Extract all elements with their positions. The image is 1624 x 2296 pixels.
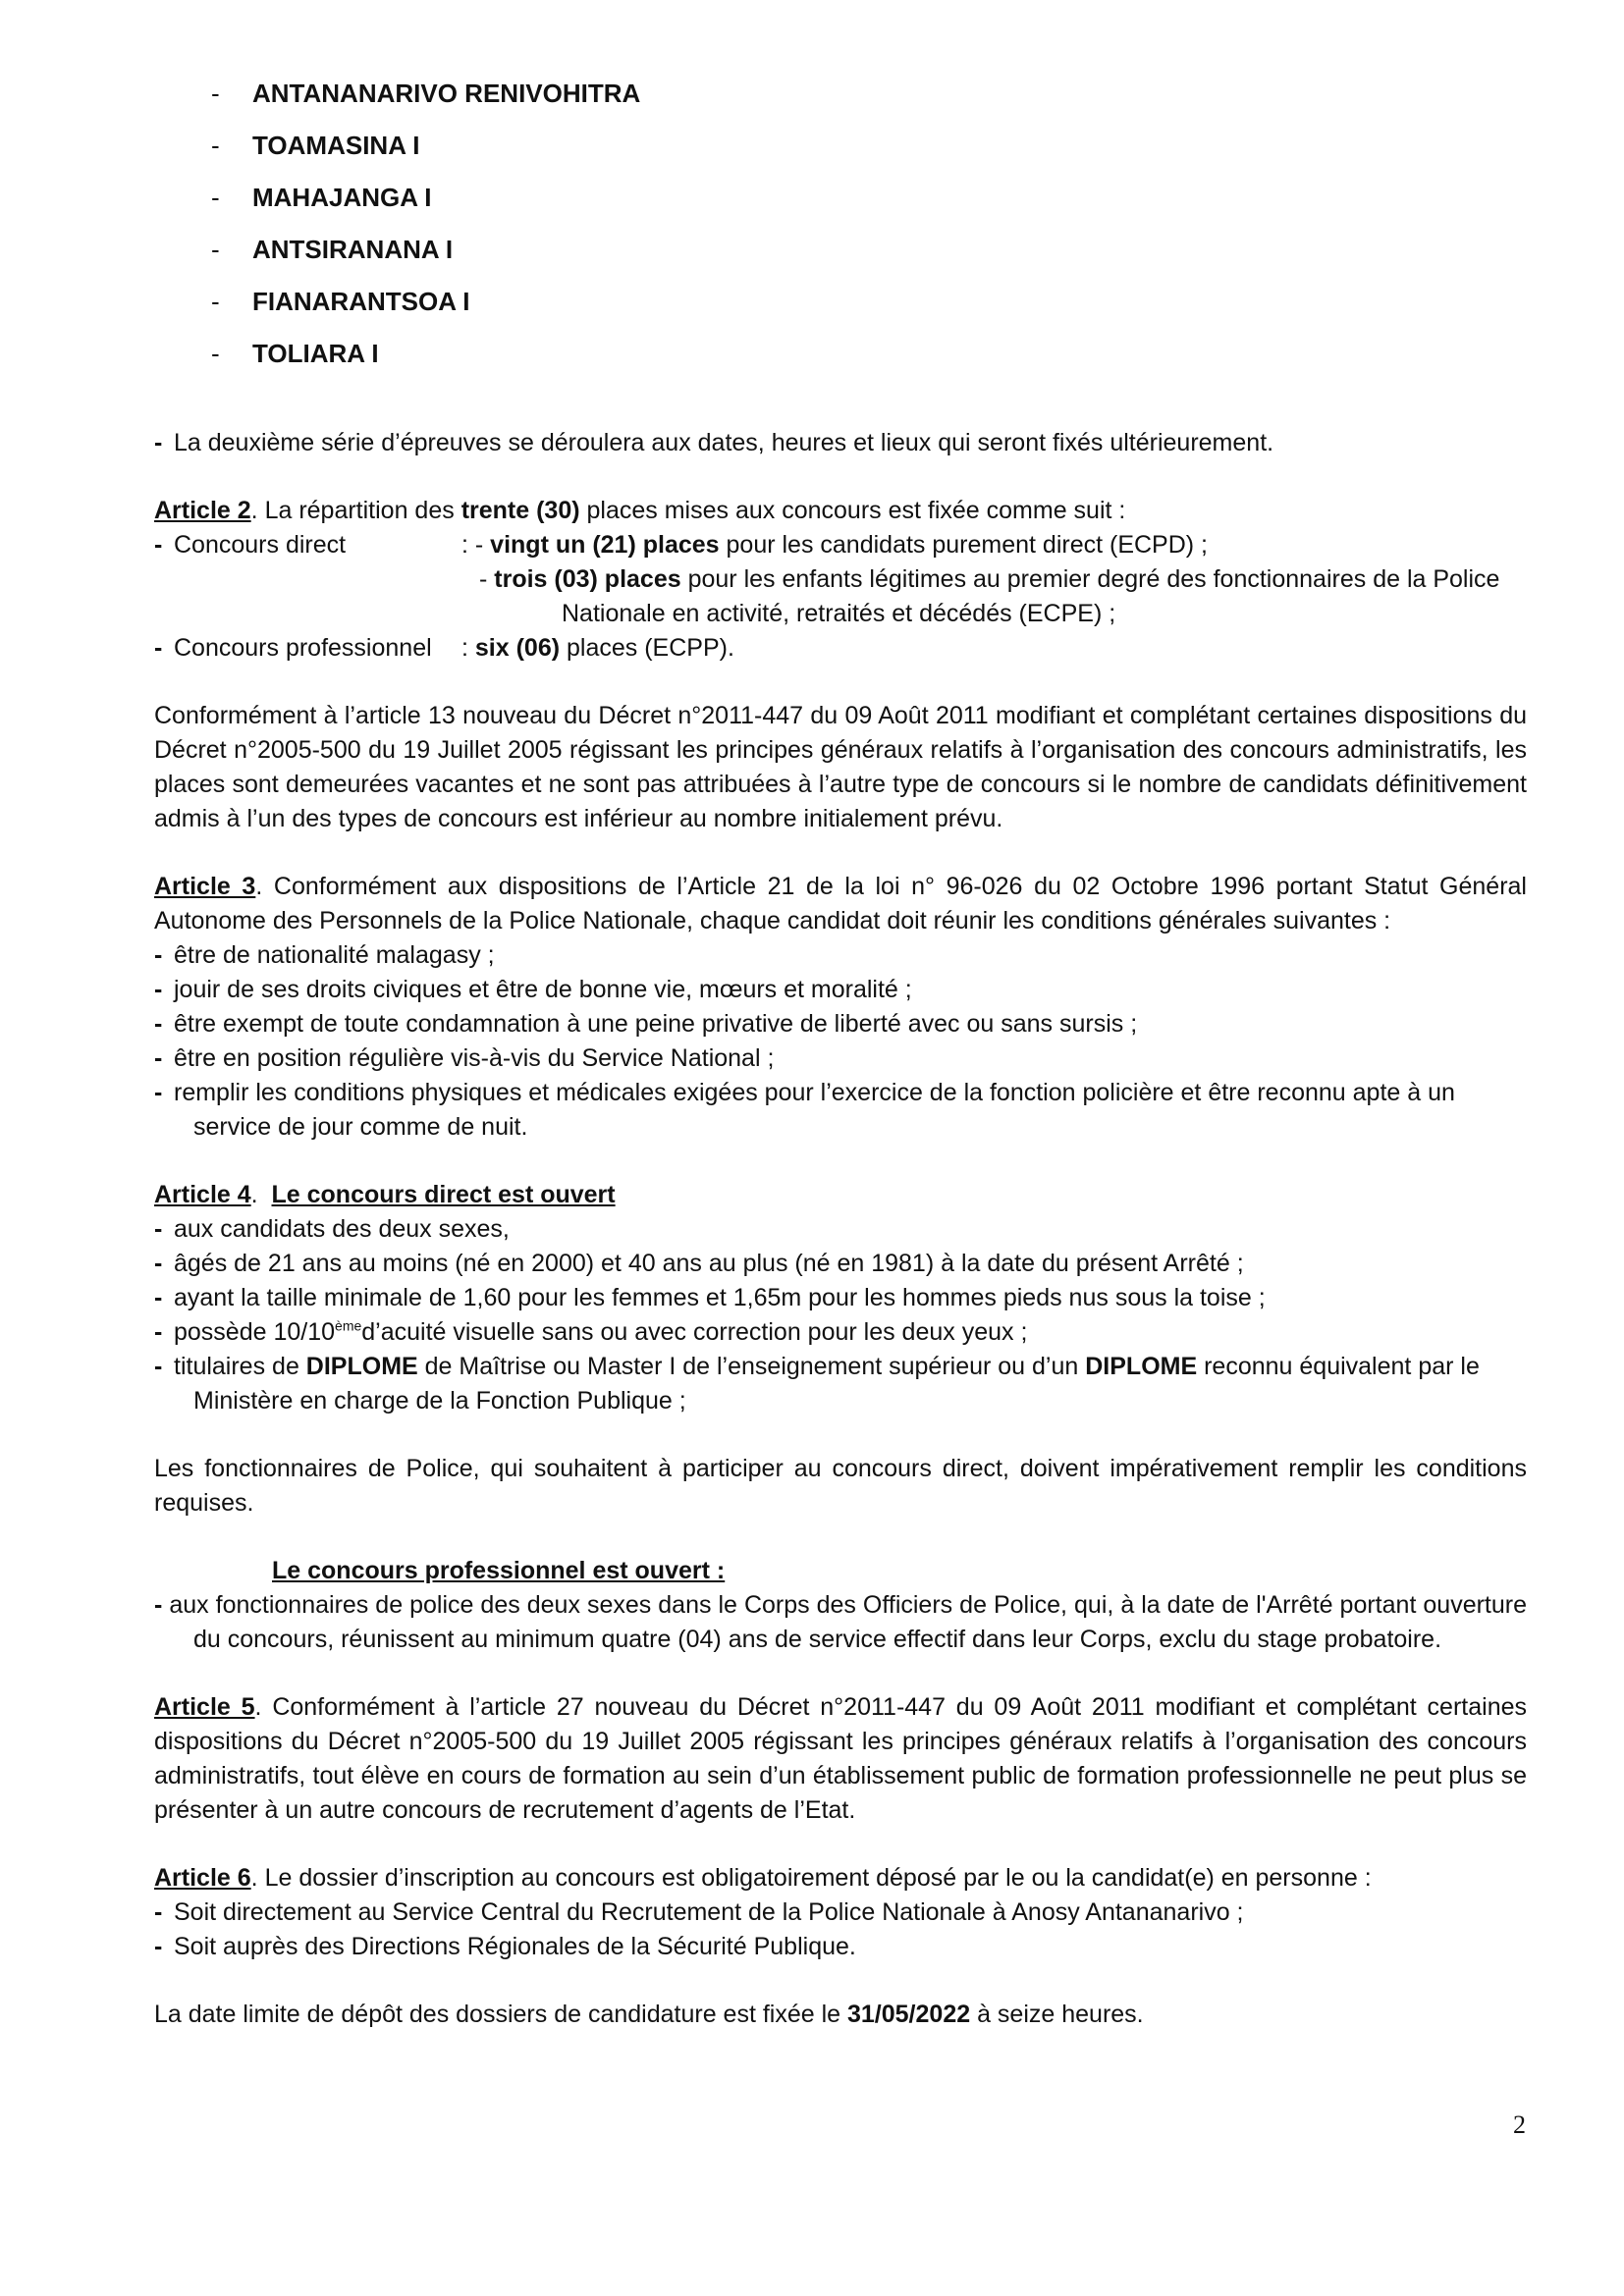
list-item: - être exempt de toute condamnation à une peine privative de liberté avec ou sans sursis ;: [154, 1010, 1138, 1038]
list-item-cont: Ministère en charge de la Fonction Publique ;: [193, 1387, 686, 1415]
article-4-title: Le concours direct est ouvert: [271, 1181, 616, 1208]
list-item: - jouir de ses droits civiques et être de bonne vie, mœurs et moralité ;: [154, 976, 912, 1003]
city-item: - TOAMASINA I: [211, 131, 420, 160]
article-5-heading: Article 5: [154, 1693, 255, 1721]
list-item: - titulaires de DIPLOME de Maîtrise ou Master I de l’enseignement supérieur ou d’un DIPLOME reconnu équivalent par le: [154, 1353, 1480, 1380]
deadline-note: La date limite de dépôt des dossiers de candidature est fixée le 31/05/2022 à seize heures.: [154, 2001, 1144, 2028]
city-item: - ANTANANARIVO RENIVOHITRA: [211, 79, 641, 108]
city-item: - TOLIARA I: [211, 339, 379, 368]
document-page: [154, 77, 1527, 2032]
list-item: - remplir les conditions physiques et médicales exigées pour l’exercice de la fonction policière et être reconnu apte à un: [154, 1079, 1455, 1106]
police-note: Les fonctionnaires de Police, qui souhaitent à participer au concours direct, doivent impérativement remplir les conditions requises.: [154, 1455, 1527, 1517]
second-series-note: - La deuxième série d’épreuves se déroulera aux dates, heures et lieux qui seront fixés ultérieurement.: [154, 429, 1274, 456]
list-item-cont: service de jour comme de nuit.: [193, 1113, 528, 1141]
city-list: [154, 77, 1527, 389]
list-item: - Soit directement au Service Central du Recrutement de la Police Nationale à Anosy Antananarivo ;: [154, 1898, 1244, 1926]
list-item: - ayant la taille minimale de 1,60 pour les femmes et 1,65m pour les hommes pieds nus sous la toise ;: [154, 1284, 1266, 1311]
article-4-intro: Article 4. Le concours direct est ouvert: [154, 1181, 616, 1208]
list-item: - Soit auprès des Directions Régionales de la Sécurité Publique.: [154, 1933, 856, 1960]
article-3-intro: Article 3. Conformément aux dispositions de l’Article 21 de la loi n° 96-026 du 02 Octobre 1996 portant Statut Général Autonome des Personnels de la Police Nationale, chaque candidat doit réunir les conditions générales suivantes :: [154, 873, 1527, 934]
direct-allocation-row: - Concours direct : - vingt un (21) places pour les candidats purement direct (ECPD) ;: [154, 531, 1208, 559]
list-item: - être de nationalité malagasy ;: [154, 941, 495, 969]
ecpe-allocation-cont: Nationale en activité, retraités et décédés (ECPE) ;: [562, 600, 1116, 627]
pro-concours-title: Le concours professionnel est ouvert :: [272, 1557, 726, 1584]
list-item: - aux candidats des deux sexes,: [154, 1215, 510, 1243]
article-3-heading: Article 3: [154, 873, 256, 900]
article-2-conformity: Conformément à l’article 13 nouveau du Décret n°2011-447 du 09 Août 2011 modifiant et complétant certaines dispositions du Décret n°2005-500 du 19 Juillet 2005 régissant les principes généraux relatifs à l’organisation des concours administratifs, les places sont demeurées vacantes et ne sont pas attribuées à l’autre type de concours si le nombre de candidats définitivement admis à l’un des types de concours est inférieur au nombre initialement prévu.: [154, 702, 1527, 832]
city-item: - FIANARANTSOA I: [211, 287, 470, 316]
article-4-heading: Article 4: [154, 1181, 251, 1208]
list-item: - aux fonctionnaires de police des deux sexes dans le Corps des Officiers de Police, qui, à la date de l'Arrêté portant ouverture du concours, réunissent au minimum quatre (04) ans de service effectif dans leur Corps, exclu du stage probatoire.: [154, 1591, 1528, 1653]
city-item: - ANTSIRANANA I: [211, 235, 454, 264]
ecpe-allocation: - trois (03) places pour les enfants légitimes au premier degré des fonctionnaires de la Police: [479, 565, 1500, 593]
article-2-intro: Article 2. La répartition des trente (30) places mises aux concours est fixée comme suit :: [154, 497, 1126, 524]
pro-allocation-row: - Concours professionnel : six (06) places (ECPP).: [154, 634, 734, 662]
article-6-heading: Article 6: [154, 1864, 251, 1892]
page-number: 2: [1513, 2110, 1526, 2139]
city-item: - MAHAJANGA I: [211, 183, 432, 212]
article-2-heading: Article 2: [154, 497, 251, 524]
list-item: - possède 10/10èmed’acuité visuelle sans ou avec correction pour les deux yeux ;: [154, 1317, 1028, 1346]
list-item: - âgés de 21 ans au moins (né en 2000) et 40 ans au plus (né en 1981) à la date du présent Arrêté ;: [154, 1250, 1244, 1277]
list-item: - être en position régulière vis-à-vis du Service National ;: [154, 1044, 775, 1072]
article-5-text: Article 5. Conformément à l’article 27 nouveau du Décret n°2011-447 du 09 Août 2011 modifiant et complétant certaines dispositions du Décret n°2005-500 du 19 Juillet 2005 régissant les principes généraux relatifs à l’organisation des concours administratifs, tout élève en cours de formation au sein d’un établissement public de formation professionnelle ne peut plus se présenter à un autre concours de recrutement d’agents de l’Etat.: [154, 1693, 1527, 1824]
article-6-intro: Article 6. Le dossier d’inscription au concours est obligatoirement déposé par le ou la candidat(e) en personne :: [154, 1864, 1372, 1892]
